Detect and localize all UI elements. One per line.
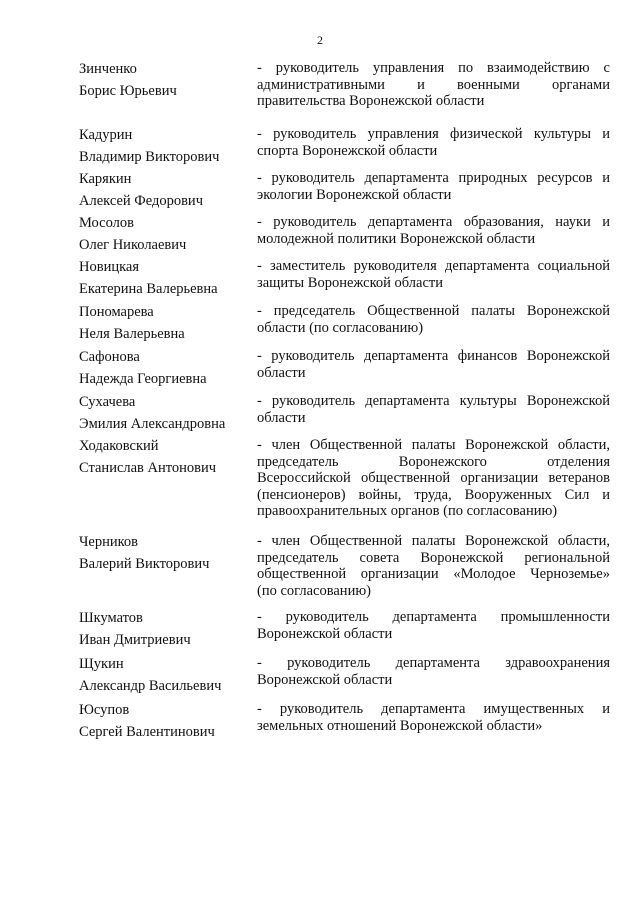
member-entry xyxy=(79,609,610,655)
member-role xyxy=(257,170,610,203)
member-name xyxy=(79,533,257,577)
member-surname: Пономарева xyxy=(79,304,154,320)
role-line: - заместитель руководителя департамента социальной xyxy=(257,258,610,274)
member-role xyxy=(257,701,610,734)
role-line: - руководитель управления физической культуры и xyxy=(257,126,610,142)
role-line: правительства Воронежской области xyxy=(257,93,485,109)
role-line: - член Общественной палаты Воронежской области, xyxy=(257,437,610,453)
member-role xyxy=(257,60,610,110)
role-line: Всероссийской общественной организации ветеранов xyxy=(257,470,610,486)
member-role xyxy=(257,437,610,520)
member-role xyxy=(257,258,610,291)
member-name xyxy=(79,348,257,392)
member-given-name: Валерий Викторович xyxy=(79,556,210,572)
member-given-name: Александр Васильевич xyxy=(79,678,222,694)
role-line: Воронежской области xyxy=(257,671,393,688)
member-role xyxy=(257,393,610,426)
member-given-name: Станислав Антонович xyxy=(79,460,217,476)
member-given-name: Олег Николаевич xyxy=(79,237,187,253)
member-entry xyxy=(79,533,610,609)
member-role xyxy=(257,655,610,688)
member-surname: Ходаковский xyxy=(79,438,159,454)
member-name xyxy=(79,60,257,104)
member-entry xyxy=(79,60,610,126)
member-surname: Новицкая xyxy=(79,259,140,275)
member-role xyxy=(257,214,610,247)
role-line: области xyxy=(257,409,306,426)
member-surname: Сухачева xyxy=(79,394,136,410)
member-entry xyxy=(79,348,610,393)
member-entry xyxy=(79,258,610,303)
role-line: - руководитель департамента образования, науки и xyxy=(257,214,610,230)
member-name xyxy=(79,258,257,302)
role-line: (пенсионеров) войны, труда, Вооруженных Сил и xyxy=(257,486,610,503)
role-line: - руководитель департамента промышленности xyxy=(257,609,610,625)
member-entry xyxy=(79,170,610,214)
role-line: молодежной политики Воронежской области xyxy=(257,230,536,247)
member-surname: Щукин xyxy=(79,656,124,672)
member-role xyxy=(257,126,610,159)
member-surname: Карякин xyxy=(79,171,132,187)
member-name xyxy=(79,303,257,347)
member-role xyxy=(257,303,610,336)
member-entry xyxy=(79,437,610,533)
member-name xyxy=(79,437,257,481)
member-given-name: Алексей Федорович xyxy=(79,193,203,209)
role-line: - руководитель управления по взаимодействию с xyxy=(257,60,610,76)
member-name xyxy=(79,701,257,745)
member-role xyxy=(257,609,610,642)
page-number: 2 xyxy=(317,33,323,47)
member-given-name: Неля Валерьевна xyxy=(79,326,185,342)
role-line: земельных отношений Воронежской области» xyxy=(257,717,543,734)
role-line: - председатель Общественной палаты Воронежской xyxy=(257,303,610,319)
role-line: - руководитель департамента здравоохранения xyxy=(257,655,610,671)
member-given-name: Надежда Георгиевна xyxy=(79,371,207,387)
member-surname: Кадурин xyxy=(79,127,133,143)
role-line: - руководитель департамента финансов Воронежской xyxy=(257,348,610,364)
role-line: общественной организации «Молодое Черноземье» xyxy=(257,566,610,582)
role-line: области (по согласованию) xyxy=(257,319,424,336)
member-entry xyxy=(79,701,610,745)
role-line: защиты Воронежской области xyxy=(257,274,444,291)
members-list xyxy=(79,60,610,745)
role-line: (по согласованию) xyxy=(257,582,371,599)
member-entry xyxy=(79,655,610,701)
member-entry xyxy=(79,214,610,258)
member-name xyxy=(79,214,257,258)
role-line: области xyxy=(257,364,306,381)
member-entry xyxy=(79,393,610,437)
role-line: Воронежской области xyxy=(257,625,393,642)
member-surname: Черников xyxy=(79,534,139,550)
member-given-name: Екатерина Валерьевна xyxy=(79,281,218,297)
role-line: спорта Воронежской области xyxy=(257,142,438,159)
member-given-name: Владимир Викторович xyxy=(79,149,220,165)
member-name xyxy=(79,126,257,170)
role-line: экологии Воронежской области xyxy=(257,186,452,203)
member-name xyxy=(79,170,257,214)
role-line: председатель совета Воронежской региональной xyxy=(257,549,610,566)
member-surname: Мосолов xyxy=(79,215,134,231)
role-line: - член Общественной палаты Воронежской области, xyxy=(257,533,610,549)
member-given-name: Борис Юрьевич xyxy=(79,83,177,99)
member-entry xyxy=(79,126,610,170)
role-line: - руководитель департамента имущественных и xyxy=(257,701,610,717)
member-name xyxy=(79,609,257,653)
member-role xyxy=(257,533,610,599)
member-surname: Юсупов xyxy=(79,702,130,718)
role-line: - руководитель департамента культуры Воронежской xyxy=(257,393,610,409)
member-given-name: Иван Дмитриевич xyxy=(79,632,191,648)
member-name xyxy=(79,655,257,699)
role-line: административными и военными органами xyxy=(257,76,610,93)
member-name xyxy=(79,393,257,437)
role-line: председатель Воронежского отделения xyxy=(257,453,610,470)
member-role xyxy=(257,348,610,381)
member-surname: Зинченко xyxy=(79,61,137,77)
member-given-name: Сергей Валентинович xyxy=(79,724,215,740)
member-given-name: Эмилия Александровна xyxy=(79,416,226,432)
member-surname: Сафонова xyxy=(79,349,140,365)
role-line: правоохранительных органов (по согласованию) xyxy=(257,503,558,519)
member-surname: Шкуматов xyxy=(79,610,143,626)
role-line: - руководитель департамента природных ресурсов и xyxy=(257,170,610,186)
member-entry xyxy=(79,303,610,348)
